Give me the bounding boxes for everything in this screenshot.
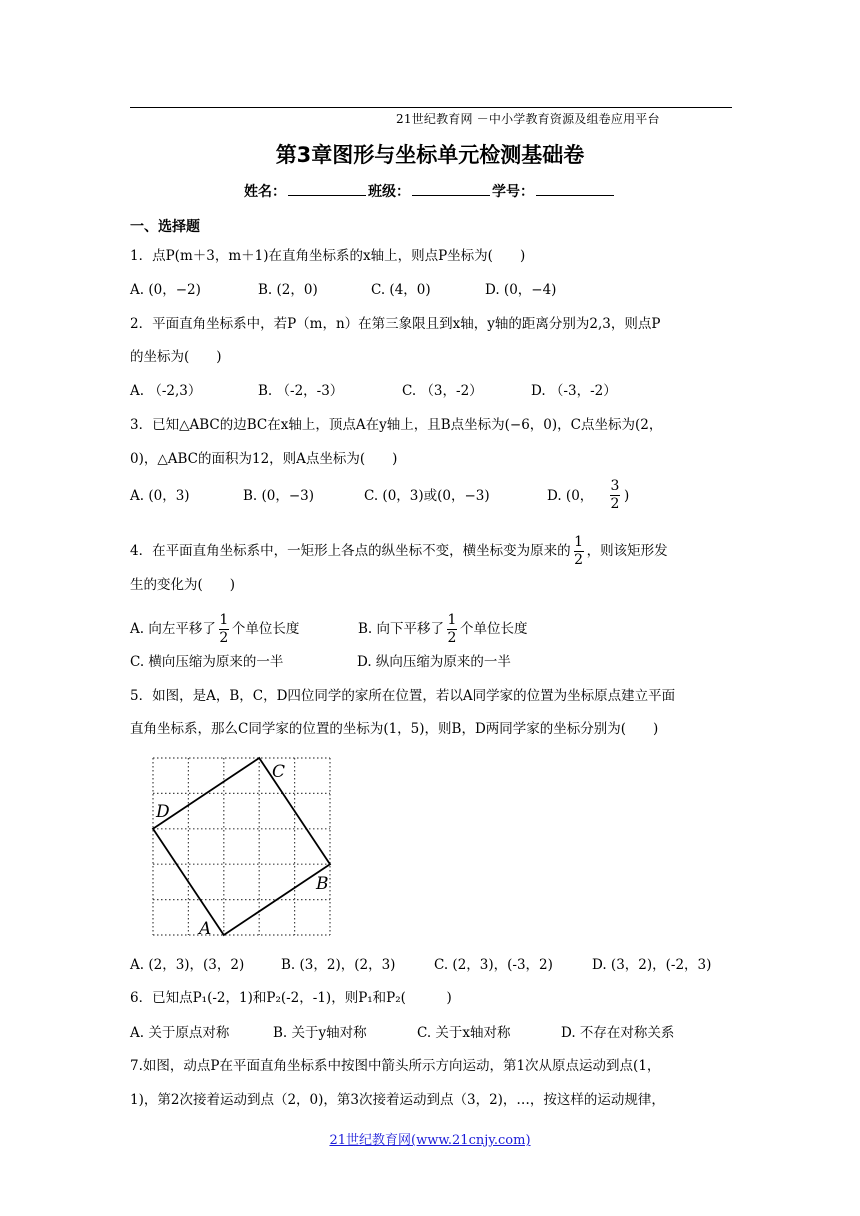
q5-options [130, 957, 711, 973]
label-a: A [199, 919, 212, 939]
q4-option-d: D. 纵向压缩为原来的一半 [357, 654, 511, 670]
quadrilateral-abcd [153, 758, 330, 935]
q1-option-c: C. (4，0) [371, 282, 431, 298]
q2-stem-line2: 的坐标为( ) [130, 349, 222, 365]
q1-option-a: A. (0，−2) [130, 282, 201, 298]
q1-option-d: D. (0，−4) [485, 282, 557, 298]
q1-stem: 1．点P(m＋3，m＋1)在直角坐标系的x轴上，则点P坐标为( ) [130, 248, 526, 264]
q5-option-a: A. (2，3)，(3，2) [130, 957, 245, 973]
label-c: C [272, 762, 286, 782]
footer-link[interactable]: 21世纪教育网(www.21cnjy.com) [329, 1133, 531, 1148]
q6-option-b: B. 关于y轴对称 [273, 1025, 367, 1041]
q3-options [130, 488, 593, 504]
q2-option-a: A. （-2,3） [130, 383, 202, 399]
q5-figure [140, 752, 340, 942]
name-blank[interactable] [288, 182, 366, 196]
q1-options [130, 282, 556, 298]
q6-option-d: D. 不存在对称关系 [561, 1025, 675, 1041]
q4-options-cd [130, 654, 511, 670]
q5-stem-line2: 直角坐标系，那么C同学家的位置的坐标为(1，5)，则B，D两同学家的坐标分别为( ) [130, 721, 659, 737]
q4-option-c: C. 横向压缩为原来的一半 [130, 654, 284, 670]
q3-option-b: B. (0，−3) [243, 488, 315, 504]
q2-stem-line1: 2．平面直角坐标系中，若P（m，n）在第三象限且到x轴，y轴的距离分别为2,3，则点P [130, 316, 661, 332]
class-label: 班级： [368, 184, 410, 200]
q4-stem-line2: 生的变化为( ) [130, 577, 236, 593]
q1-option-b: B. (2，0) [258, 282, 318, 298]
q3-stem-line1: 3．已知△ABC的边BC在x轴上，顶点A在y轴上，且B点坐标为(−6，0)，C点坐标为(2， [130, 417, 663, 433]
page-title: 第3章图形与坐标单元检测基础卷 [275, 143, 585, 167]
grid [153, 758, 330, 935]
q4-stem-line1: 4．在平面直角坐标系中，一矩形上各点的纵坐标不变，横坐标变为原来的 $\frac{1}{2}$ ，则该矩形发 [130, 534, 668, 568]
q7-stem-line1: 7.如图，动点P在平面直角坐标系中按图中箭头所示方向运动，第1次从原点运动到点(1， [130, 1058, 661, 1074]
q6-option-a: A. 关于原点对称 [130, 1025, 230, 1041]
q5-option-b: B. (3，2)，(2，3) [281, 957, 396, 973]
q4-fraction: $\frac{1}{2}$ [574, 534, 584, 568]
header-site-text: 21世纪教育网 －中小学教育资源及组卷应用平台 [396, 112, 660, 126]
q3-option-a: A. (0，3) [130, 488, 190, 504]
q5-stem-line1: 5．如图，是A，B，C，D四位同学的家所在位置，若以A同学家的位置为坐标原点建立平面 [130, 688, 676, 704]
class-blank[interactable] [412, 182, 490, 196]
q4-option-b: B. 向下平移了 $\frac{1}{2}$ 个单位长度 [358, 612, 528, 646]
label-d: D [156, 802, 170, 822]
q4-option-a: A. 向左平移了 $\frac{1}{2}$ 个单位长度 [130, 612, 300, 646]
q2-option-c: C. （3，-2） [402, 383, 483, 399]
q3-option-c: C. (0，3)或(0，−3) [364, 488, 490, 504]
q3-option-d-fraction: 3 2 [610, 478, 620, 512]
q6-options [130, 1025, 674, 1041]
q6-stem: 6．已知点P₁(-2，1)和P₂(-2，-1)，则P₁和P₂( ) [130, 990, 452, 1006]
q3-option-d: D. (0， [547, 488, 594, 504]
student-info-line [0, 181, 860, 201]
q4-options-ab [130, 613, 528, 646]
section-heading: 一、选择题 [130, 219, 200, 235]
id-blank[interactable] [536, 182, 614, 196]
q2-options [130, 383, 617, 399]
q5-option-d: D. (3，2)，(-2，3) [592, 957, 712, 973]
id-label: 学号： [492, 184, 534, 200]
q2-option-d: D. （-3，-2） [531, 383, 617, 399]
q6-option-c: C. 关于x轴对称 [417, 1025, 511, 1041]
q2-option-b: B. （-2，-3） [258, 383, 344, 399]
q7-stem-line2: 1)，第2次接着运动到点（2，0)，第3次接着运动到点（3，2)，…，按这样的运动规律， [130, 1092, 665, 1108]
q3-stem-line2: 0)，△ABC的面积为12，则A点坐标为( ) [130, 451, 398, 467]
header-rule [130, 107, 732, 108]
q5-option-c: C. (2，3)，(-3，2) [434, 957, 553, 973]
label-b: B [316, 874, 329, 894]
name-label: 姓名： [244, 184, 286, 200]
q3-option-d-close: ) [624, 488, 630, 504]
